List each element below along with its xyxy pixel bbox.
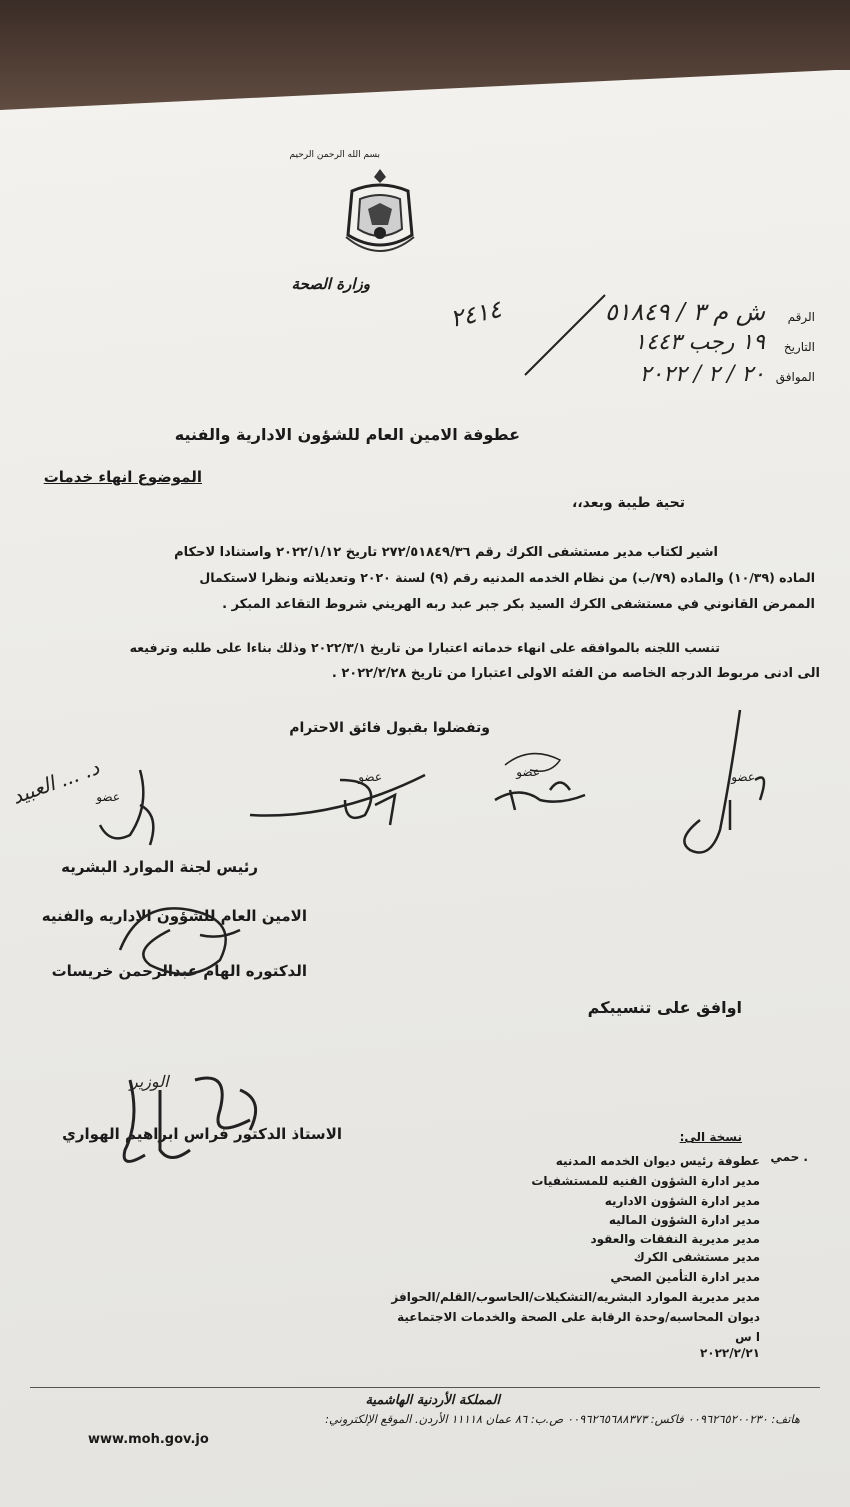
copy-item: ا س xyxy=(735,1330,760,1344)
body-para2-line1: تنسب اللجنه بالموافقه على انهاء خدماته اعتبارا من تاريخ ٢٠٢٢/٣/١ وذلك بناءا على طلبه وترفيعه xyxy=(129,640,720,655)
greeting: تحية طيبة وبعد،، xyxy=(572,495,685,511)
copies-side-note: . حمي xyxy=(770,1150,808,1164)
sg-title: الامين العام للشؤون الاداريه والفنيه xyxy=(41,907,307,925)
approval-line: اوافق على تنسيبكم xyxy=(587,998,742,1017)
member-signature-4 xyxy=(80,765,170,855)
member-label-2: عضو xyxy=(516,765,540,779)
footer-website: www.moh.gov.jo xyxy=(88,1432,209,1447)
footer-divider xyxy=(30,1387,820,1388)
footer-contact: هاتف: ٠٠٩٦٢٦٥٢٠٠٢٣٠ فاكس: ٠٠٩٦٢٦٥٦٨٨٣٧٣ ص.ب: ٨٦ عمان ١١١١٨ الأردن. الموقع الإلكتروني: xyxy=(325,1412,800,1426)
addressee: عطوفة الامين العام للشؤون الادارية والفنيه xyxy=(174,425,520,444)
reference-number-extra: ٢٤١٤ xyxy=(447,294,504,334)
minister-signature xyxy=(100,1060,280,1180)
copy-item: مدير مستشفى الكرك xyxy=(633,1250,760,1264)
body-para1-line2: الماده (١٠/٣٩) والماده (٧٩/ب) من نظام الخدمه المدنيه رقم (٩) لسنة ٢٠٢٠ وتعديلاته ونظرا لاستكمال xyxy=(199,570,815,585)
body-para1-line3: الممرض القانوني في مستشفى الكرك السيد بكر جبر عبد ربه الهريني شروط التقاعد المبكر . xyxy=(222,597,815,612)
body-para1-line1: اشير لكتاب مدير مستشفى الكرك رقم ٢٧٢/٥١٨٤٩/٣٦ تاريخ ٢٠٢٢/١/١٢ واستنادا لاحكام xyxy=(174,545,718,560)
closing-line: وتفضلوا بقبول فائق الاحترام xyxy=(289,720,490,736)
sg-name: الدكتوره الهام عبدالرحمن خريسات xyxy=(51,962,307,980)
handwritten-slash xyxy=(520,290,610,380)
copies-title: نسخة الى: xyxy=(679,1130,742,1144)
subject-line: الموضوع انهاء خدمات xyxy=(43,468,202,486)
jordan-emblem-icon xyxy=(340,165,420,270)
basmala: بسم الله الرحمن الرحيم xyxy=(289,150,380,160)
copies-date: ٢٠٢٢/٢/٢١ xyxy=(699,1346,760,1360)
member-signature-1 xyxy=(660,700,790,880)
sg-signature xyxy=(100,890,260,990)
copy-item: عطوفة رئيس ديوان الخدمه المدنيه xyxy=(555,1154,760,1168)
copy-item: مدير مديرية النفقات والعقود xyxy=(590,1232,760,1246)
reference-number: ش م ٣ / ٥١٨٤٩ xyxy=(604,298,765,326)
minister-name: الاستاذ الدكتور فراس ابراهيم الهواري xyxy=(62,1125,342,1143)
ministry-name: وزارة الصحة xyxy=(291,275,370,293)
member-label-4: عضو xyxy=(96,790,120,804)
gregorian-date: ٢٠ / ٢ / ٢٠٢٢ xyxy=(639,362,765,387)
member-label-3: عضو xyxy=(358,770,382,784)
member-label-1: عضو xyxy=(731,770,755,784)
member-signature-2 xyxy=(490,745,610,825)
corresponding-label: الموافق xyxy=(775,370,815,384)
copy-item: مدير مديرية الموارد البشريه/التشكيلات/الحاسوب/القلم/الحوافز xyxy=(391,1290,760,1304)
hijri-date: ١٩ رجب ١٤٤٣ xyxy=(634,330,765,355)
copy-item: مدير ادارة الشؤون الفنيه للمستشفيات xyxy=(531,1174,760,1188)
date-label: التاريخ xyxy=(783,340,815,354)
number-label: الرقم xyxy=(787,310,815,324)
copy-item: مدير ادارة الشؤون الماليه xyxy=(608,1213,760,1227)
minister-handwritten-title: الوزير xyxy=(130,1072,169,1091)
copy-item: ديوان المحاسبه/وحدة الرقابة على الصحة والخدمات الاجتماعية xyxy=(397,1310,760,1324)
copy-item: مدير ادارة التأمين الصحي xyxy=(610,1270,760,1284)
handwritten-member-name: د. ... العبيد xyxy=(8,755,103,809)
member-signature-3 xyxy=(245,765,445,835)
chair-title: رئيس لجنة الموارد البشريه xyxy=(61,858,258,876)
copy-item: مدير ادارة الشؤون الاداريه xyxy=(604,1194,760,1208)
body-para2-line2: الى ادنى مربوط الدرجه الخاصه من الفئه الاولى اعتبارا من تاريخ ٢٠٢٢/٢/٢٨ . xyxy=(331,666,820,681)
footer-kingdom: المملكة الأردنية الهاشمية xyxy=(365,1393,500,1408)
